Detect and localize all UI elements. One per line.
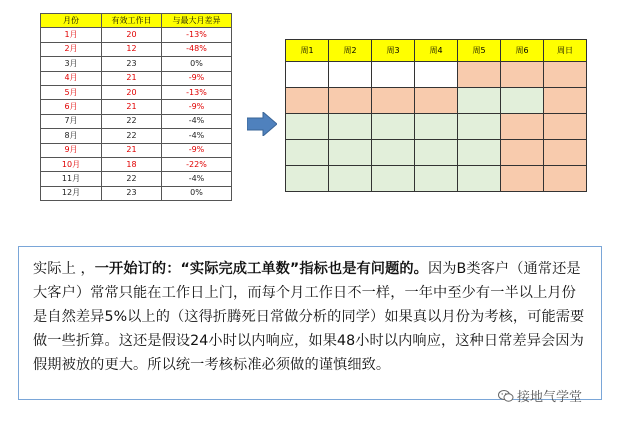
cell-month: 7月 [41, 114, 102, 128]
week-cell [501, 140, 544, 166]
week-cell [544, 166, 587, 192]
header-month: 月份 [41, 14, 102, 28]
week-cell [458, 114, 501, 140]
week-cell [286, 114, 329, 140]
cell-month: 2月 [41, 42, 102, 56]
week-cell [286, 62, 329, 88]
cell-month: 9月 [41, 143, 102, 157]
cell-days: 22 [102, 172, 162, 186]
cell-month: 8月 [41, 129, 102, 143]
cell-days: 22 [102, 114, 162, 128]
cell-month: 11月 [41, 172, 102, 186]
week-cell [501, 166, 544, 192]
table-row [41, 57, 232, 71]
week-row [286, 62, 587, 88]
week-row [286, 114, 587, 140]
cell-diff: -9% [162, 71, 232, 85]
wechat-icon [498, 389, 514, 403]
week-cell [329, 140, 372, 166]
table-row [41, 100, 232, 114]
cell-diff: 0% [162, 186, 232, 200]
week-row [286, 88, 587, 114]
week-cell [458, 166, 501, 192]
header-diff: 与最大月差异 [162, 14, 232, 28]
week-cell [372, 114, 415, 140]
header-workdays: 有效工作日 [102, 14, 162, 28]
week-header-row [286, 40, 587, 62]
table-row [41, 157, 232, 171]
text-bold-claim: 一开始订的：“实际完成工单数”指标也是有问题的。 [94, 261, 428, 277]
week-cell [372, 166, 415, 192]
text-body: 因为B类客户（通常还是大客户）常常只能在工作日上门，而每个月工作日不一样，一年中至少有一半以上月份是自然差异5%以上的（这得折腾死日常做分析的同学）如果真以月份为考核，可能需要做一些折算。这还是假设24小时以内响应，如果48小时以内响应，这种日常差异会因为假期被放的更大。所以统一考核标准必须做的谨慎细致。 [33, 261, 585, 373]
cell-month: 3月 [41, 57, 102, 71]
cell-days: 22 [102, 129, 162, 143]
week-grid [285, 39, 587, 192]
table-row [41, 42, 232, 56]
week-cell [415, 140, 458, 166]
week-row [286, 140, 587, 166]
table-row [41, 114, 232, 128]
week-cell [372, 88, 415, 114]
week-cell [372, 140, 415, 166]
cell-diff: -9% [162, 100, 232, 114]
week-cell [501, 88, 544, 114]
table-row [41, 71, 232, 85]
cell-month: 1月 [41, 28, 102, 42]
week-cell [329, 114, 372, 140]
table-row [41, 129, 232, 143]
cell-days: 12 [102, 42, 162, 56]
week-cell [286, 88, 329, 114]
cell-month: 5月 [41, 85, 102, 99]
week-header-4: 周4 [415, 40, 458, 62]
watermark-text: 接地气学堂 [517, 390, 583, 405]
cell-diff: -9% [162, 143, 232, 157]
cell-month: 10月 [41, 157, 102, 171]
cell-diff: -48% [162, 42, 232, 56]
week-header-1: 周1 [286, 40, 329, 62]
week-cell [286, 166, 329, 192]
cell-diff: -13% [162, 28, 232, 42]
week-header-2: 周2 [329, 40, 372, 62]
cell-month: 4月 [41, 71, 102, 85]
cell-diff: 0% [162, 57, 232, 71]
cell-diff: -4% [162, 172, 232, 186]
week-cell [329, 62, 372, 88]
cell-days: 18 [102, 157, 162, 171]
week-cell [286, 140, 329, 166]
cell-days: 21 [102, 143, 162, 157]
week-cell [544, 88, 587, 114]
week-cell [415, 88, 458, 114]
week-cell [544, 114, 587, 140]
week-cell [329, 88, 372, 114]
cell-days: 23 [102, 186, 162, 200]
week-row [286, 166, 587, 192]
week-header-6: 周6 [501, 40, 544, 62]
week-cell [458, 88, 501, 114]
table-row [41, 186, 232, 200]
week-header-7: 周日 [544, 40, 587, 62]
table-row [41, 143, 232, 157]
week-cell [415, 62, 458, 88]
table-row [41, 28, 232, 42]
cell-days: 21 [102, 100, 162, 114]
cell-diff: -4% [162, 129, 232, 143]
week-cell [415, 114, 458, 140]
cell-days: 23 [102, 57, 162, 71]
explanation-text-box [18, 246, 602, 400]
week-cell [415, 166, 458, 192]
cell-days: 20 [102, 28, 162, 42]
table-header-row [41, 14, 232, 28]
table-row [41, 85, 232, 99]
week-cell [501, 62, 544, 88]
cell-diff: -13% [162, 85, 232, 99]
week-cell [544, 62, 587, 88]
cell-diff: -22% [162, 157, 232, 171]
week-cell [458, 140, 501, 166]
week-header-5: 周5 [458, 40, 501, 62]
week-cell [501, 114, 544, 140]
right-arrow-icon [247, 112, 277, 136]
cell-diff: -4% [162, 114, 232, 128]
week-header-3: 周3 [372, 40, 415, 62]
cell-month: 6月 [41, 100, 102, 114]
cell-days: 20 [102, 85, 162, 99]
watermark [498, 386, 582, 405]
monthly-workday-table [40, 13, 232, 201]
cell-days: 21 [102, 71, 162, 85]
table-row [41, 172, 232, 186]
text-intro: 实际上 ， [33, 261, 95, 277]
week-cell [372, 62, 415, 88]
week-cell [544, 140, 587, 166]
cell-month: 12月 [41, 186, 102, 200]
week-cell [329, 166, 372, 192]
week-cell [458, 62, 501, 88]
